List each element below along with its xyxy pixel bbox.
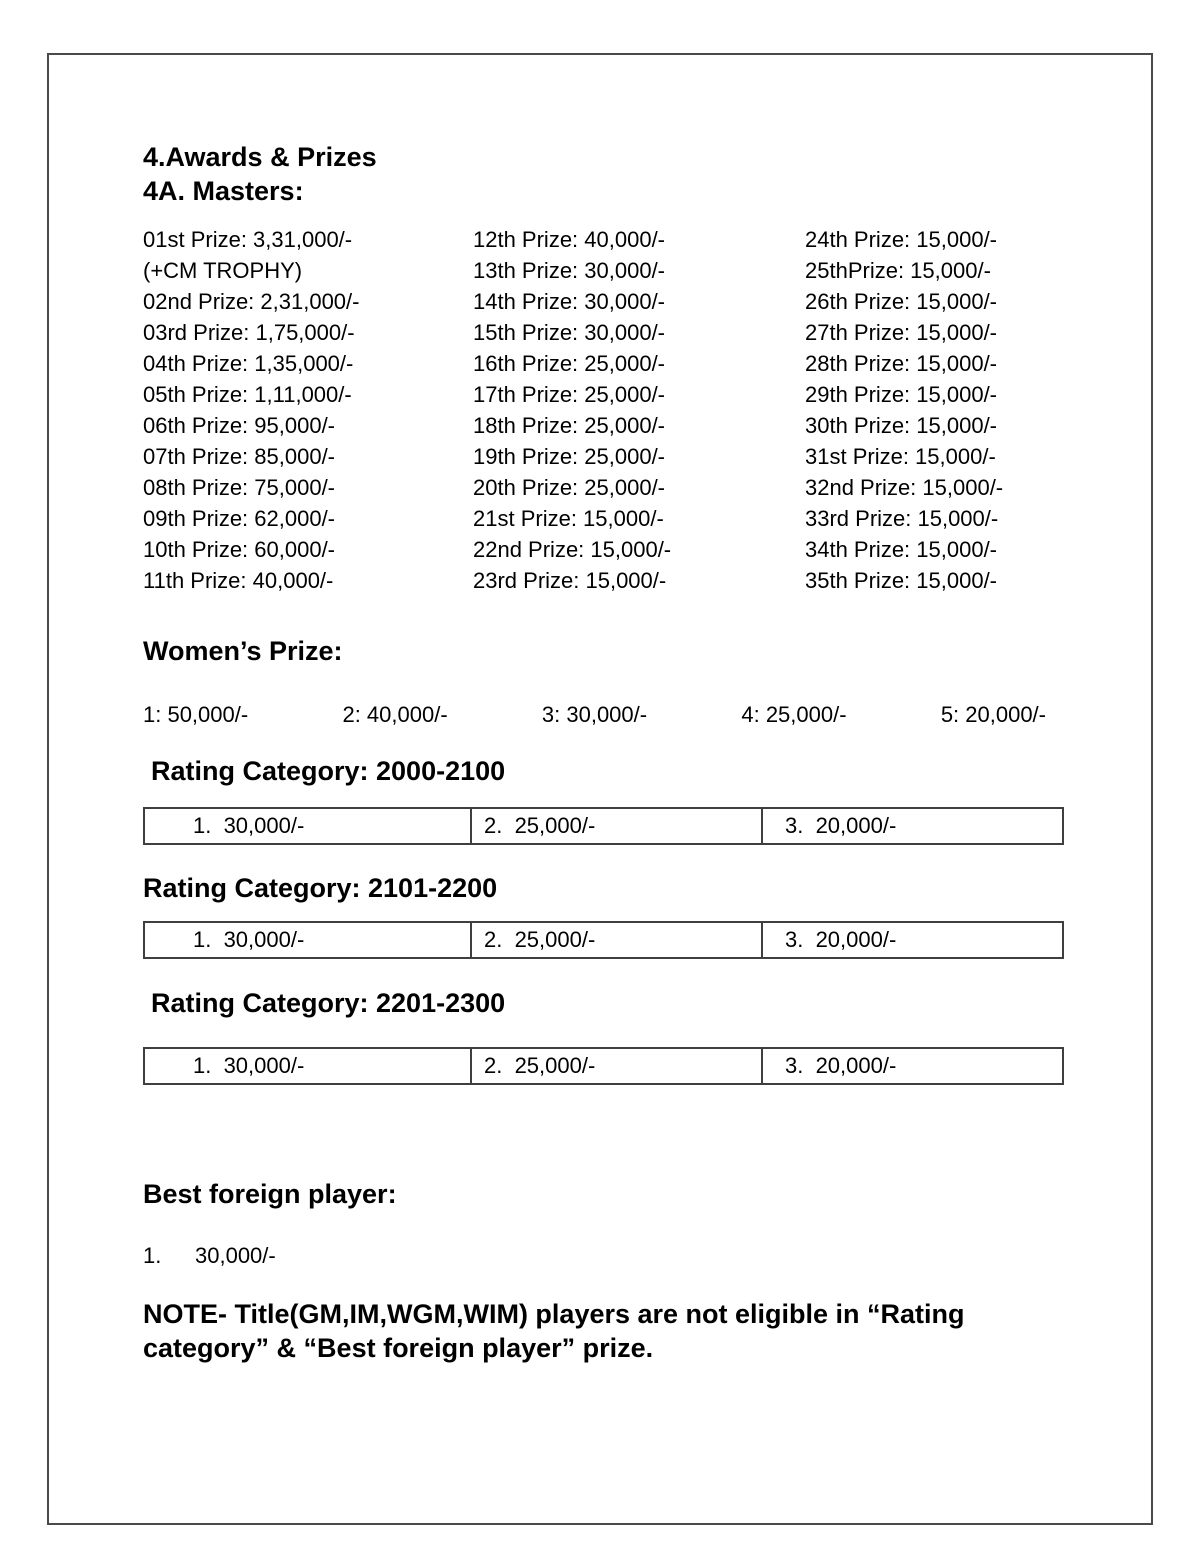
prize-line: 23rd Prize: 15,000/- xyxy=(473,568,667,593)
rating-category-table-2000-2100 xyxy=(143,807,1064,845)
prize-line: 18th Prize: 25,000/- xyxy=(473,413,666,438)
prize-line: 34th Prize: 15,000/- xyxy=(805,537,998,562)
section-title-awards: 4.Awards & Prizes xyxy=(143,142,377,172)
prize-line: 19th Prize: 25,000/- xyxy=(473,444,666,469)
note-paragraph xyxy=(143,1297,1083,1365)
masters-column-3 xyxy=(805,224,1083,596)
rating-prize-cell: 3. 20,000/- xyxy=(761,809,1062,843)
rating-prize-cell: 2. 25,000/- xyxy=(470,809,761,843)
womens-prize-item: 1: 50,000/- xyxy=(143,702,249,727)
prize-line: 02nd Prize: 2,31,000/- xyxy=(143,289,360,314)
best-foreign-player-row xyxy=(143,1240,1083,1271)
rating-prize-cell: 3. 20,000/- xyxy=(761,923,1062,957)
rating-prize-cell: 2. 25,000/- xyxy=(470,1049,761,1083)
prize-line: 29th Prize: 15,000/- xyxy=(805,382,998,407)
rating-category-table-2101-2200 xyxy=(143,921,1064,959)
prize-line: 07th Prize: 85,000/- xyxy=(143,444,336,469)
rating-prize-cell: 1. 30,000/- xyxy=(193,1053,305,1078)
prize-line: 03rd Prize: 1,75,000/- xyxy=(143,320,355,345)
prize-line: 33rd Prize: 15,000/- xyxy=(805,506,999,531)
prize-line: 21st Prize: 15,000/- xyxy=(473,506,664,531)
prize-line: 15th Prize: 30,000/- xyxy=(473,320,666,345)
prize-line: (+CM TROPHY) xyxy=(143,258,303,283)
prize-line: 20th Prize: 25,000/- xyxy=(473,475,666,500)
rating-category-title-2201-2300: Rating Category: 2201-2300 xyxy=(151,988,506,1018)
prize-line: 24th Prize: 15,000/- xyxy=(805,227,998,252)
womens-prize-item: 2: 40,000/- xyxy=(342,702,448,727)
womens-prize-row xyxy=(143,699,1046,730)
page-border xyxy=(47,53,1153,1525)
masters-prize-grid xyxy=(143,224,1083,596)
rating-prize-cell: 1. 30,000/- xyxy=(193,813,305,838)
prize-line: 28th Prize: 15,000/- xyxy=(805,351,998,376)
document-content xyxy=(143,55,1083,1365)
rating-category-title-2000-2100: Rating Category: 2000-2100 xyxy=(151,756,506,786)
prize-line: 10th Prize: 60,000/- xyxy=(143,537,336,562)
womens-prize-item: 3: 30,000/- xyxy=(541,702,648,727)
prize-line: 11th Prize: 40,000/- xyxy=(143,568,334,593)
prize-line: 31st Prize: 15,000/- xyxy=(805,444,996,469)
prize-line: 27th Prize: 15,000/- xyxy=(805,320,998,345)
rating-prize-cell: 2. 25,000/- xyxy=(470,923,761,957)
note-line-2: category” & “Best foreign player” prize. xyxy=(143,1333,654,1363)
rating-category-title-2101-2200: Rating Category: 2101-2200 xyxy=(143,873,498,903)
masters-column-1 xyxy=(143,224,473,596)
prize-line: 01st Prize: 3,31,000/- xyxy=(143,227,353,252)
rating-category-table-2201-2300 xyxy=(143,1047,1064,1085)
prize-line: 06th Prize: 95,000/- xyxy=(143,413,336,438)
prize-line: 30th Prize: 15,000/- xyxy=(805,413,998,438)
prize-line: 13th Prize: 30,000/- xyxy=(473,258,666,283)
prize-line: 17th Prize: 25,000/- xyxy=(473,382,666,407)
note-line-1: NOTE- Title(GM,IM,WGM,WIM) players are not eligible in “Rating xyxy=(143,1299,965,1329)
prize-line: 04th Prize: 1,35,000/- xyxy=(143,351,354,376)
prize-line: 32nd Prize: 15,000/- xyxy=(805,475,1004,500)
masters-column-2 xyxy=(473,224,805,596)
best-foreign-player-value: 30,000/- xyxy=(195,1243,276,1268)
subsection-title-masters: 4A. Masters: xyxy=(143,176,304,206)
prize-line: 35th Prize: 15,000/- xyxy=(805,568,998,593)
prize-line: 26th Prize: 15,000/- xyxy=(805,289,998,314)
prize-line: 08th Prize: 75,000/- xyxy=(143,475,336,500)
prize-line: 12th Prize: 40,000/- xyxy=(473,227,666,252)
womens-prize-item: 4: 25,000/- xyxy=(741,702,847,727)
rating-prize-cell: 1. 30,000/- xyxy=(193,927,305,952)
womens-prize-item: 5: 20,000/- xyxy=(940,702,1046,727)
best-foreign-player-rank: 1. xyxy=(143,1243,162,1268)
rating-prize-cell: 3. 20,000/- xyxy=(761,1049,1062,1083)
prize-line: 14th Prize: 30,000/- xyxy=(473,289,666,314)
prize-line: 16th Prize: 25,000/- xyxy=(473,351,666,376)
prize-line: 09th Prize: 62,000/- xyxy=(143,506,336,531)
prize-line: 05th Prize: 1,11,000/- xyxy=(143,382,352,407)
womens-prize-title: Women’s Prize: xyxy=(143,636,343,666)
best-foreign-player-title: Best foreign player: xyxy=(143,1179,397,1209)
prize-line: 25thPrize: 15,000/- xyxy=(805,258,991,283)
prize-line: 22nd Prize: 15,000/- xyxy=(473,537,672,562)
